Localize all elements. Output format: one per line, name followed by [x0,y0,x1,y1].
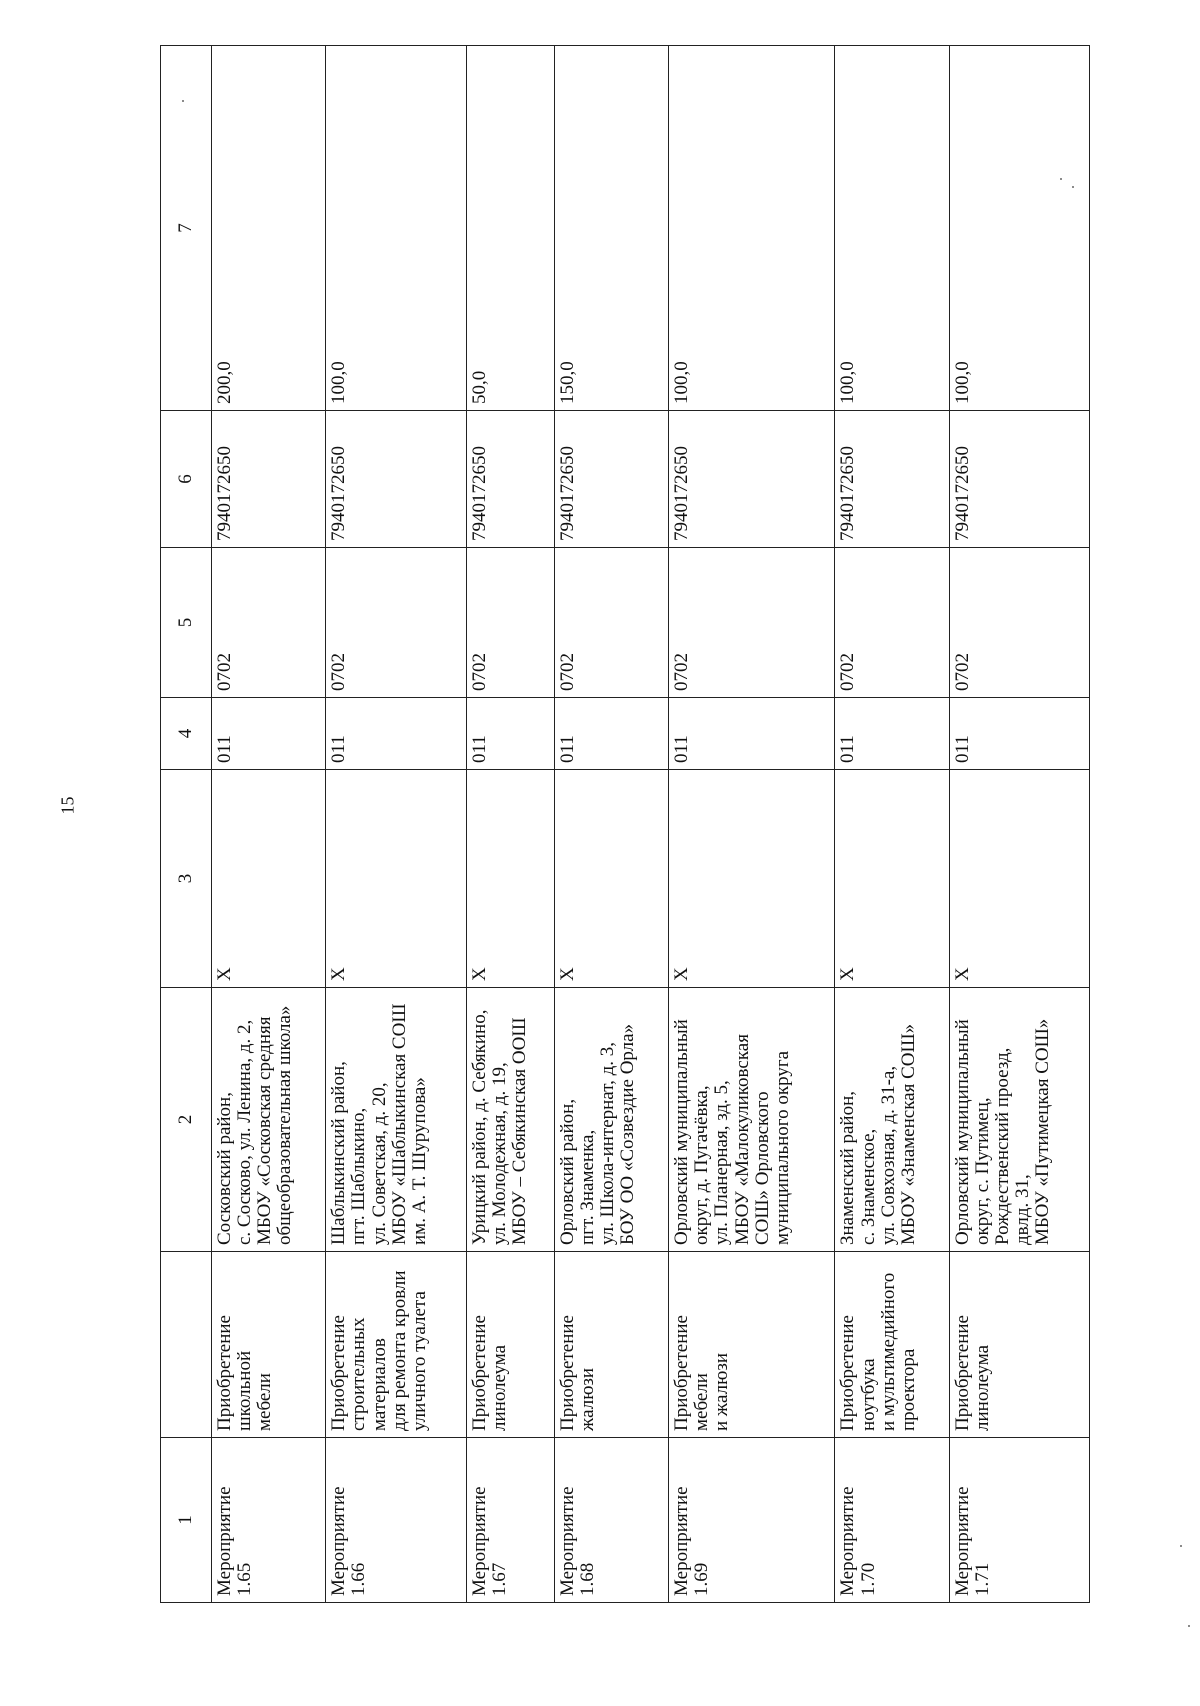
address-cell: Урицкий район, д. Себякино, ул. Молодежная, д. 19, МБОУ – Себякинская ООШ [466,988,554,1252]
target-article-cell: 7940172650 [326,411,466,548]
event-number-cell: Мероприятие 1.65 [212,1438,326,1603]
code-cell: 011 [212,698,326,770]
amount-cell: 150,0 [554,46,668,411]
target-article-cell: 7940172650 [212,411,326,548]
section-cell: 0702 [949,548,1089,698]
scan-speck [182,100,184,102]
header-cell: 2 [161,988,212,1252]
event-name-cell: Приобретение мебели и жалюзи [669,1252,835,1438]
table-row [326,46,466,1603]
table-header-row [161,46,212,1603]
section-cell: 0702 [466,548,554,698]
address-cell: Орловский муниципальный округ, д. Пугачёвка, ул. Планерная, зд. 5, МБОУ «Малокуликовская СОШ» Орловского муниципального округа [669,988,835,1252]
target-article-cell: 7940172650 [949,411,1089,548]
code-cell: 011 [949,698,1089,770]
event-name-cell: Приобретение строительных материалов для ремонта кровли уличного туалета [326,1252,466,1438]
code-cell: 011 [466,698,554,770]
event-number-cell: Мероприятие 1.69 [669,1438,835,1603]
header-cell: 3 [161,770,212,988]
event-name-cell: Приобретение школьной мебели [212,1252,326,1438]
code-cell: 011 [554,698,668,770]
scan-speck [1188,1625,1190,1627]
header-cell: 4 [161,698,212,770]
event-number-cell: Мероприятие 1.70 [835,1438,949,1603]
address-cell: Знаменский район, с. Знаменское, ул. Совхозная, д. 31-а, МБОУ «Знаменская СОШ» [835,988,949,1252]
amount-cell: 50,0 [466,46,554,411]
mark-cell: Х [669,770,835,988]
section-cell: 0702 [212,548,326,698]
section-cell: 0702 [326,548,466,698]
code-cell: 011 [669,698,835,770]
section-cell: 0702 [835,548,949,698]
target-article-cell: 7940172650 [466,411,554,548]
table-row [949,46,1089,1603]
mark-cell: Х [949,770,1089,988]
amount-cell: 200,0 [212,46,326,411]
mark-cell: Х [466,770,554,988]
header-cell [161,1252,212,1438]
event-number-cell: Мероприятие 1.71 [949,1438,1089,1603]
event-name-cell: Приобретение ноутбука и мультимедийного проектора [835,1252,949,1438]
amount-cell: 100,0 [835,46,949,411]
event-name-cell: Приобретение линолеума [466,1252,554,1438]
section-cell: 0702 [669,548,835,698]
table-row [466,46,554,1603]
table-row [835,46,949,1603]
amount-cell: 100,0 [669,46,835,411]
header-cell: 7 [161,46,212,411]
header-cell: 6 [161,411,212,548]
mark-cell: Х [835,770,949,988]
event-name-cell: Приобретение жалюзи [554,1252,668,1438]
code-cell: 011 [326,698,466,770]
event-number-cell: Мероприятие 1.67 [466,1438,554,1603]
code-cell: 011 [835,698,949,770]
mark-cell: Х [554,770,668,988]
address-cell: Шаблыкинский район, пгт. Шаблыкино, ул. Советская, д. 20, МБОУ «Шаблыкинская СОШ им. А. Т. Шурупова» [326,988,466,1252]
budget-events-table [160,45,1090,1603]
rotated-table-container [160,46,1090,1603]
table-row [669,46,835,1603]
address-cell: Сосковский район, с. Сосково, ул. Ленина, д. 2, МБОУ «Сосковская средняя общеобразовательная школа» [212,988,326,1252]
amount-cell: 100,0 [326,46,466,411]
event-number-cell: Мероприятие 1.66 [326,1438,466,1603]
scan-speck [1060,178,1062,180]
target-article-cell: 7940172650 [554,411,668,548]
table-row [212,46,326,1603]
mark-cell: Х [326,770,466,988]
address-cell: Орловский район, пгт. Знаменка, ул. Школа-интернат, д. 3, БОУ ОО «Созвездие Орла» [554,988,668,1252]
amount-cell: 100,0 [949,46,1089,411]
mark-cell: Х [212,770,326,988]
scan-speck [1072,186,1074,188]
target-article-cell: 7940172650 [835,411,949,548]
header-cell: 5 [161,548,212,698]
scan-speck [1180,1545,1182,1547]
table-row [554,46,668,1603]
section-cell: 0702 [554,548,668,698]
event-name-cell: Приобретение линолеума [949,1252,1089,1438]
page-number: 15 [57,796,78,815]
target-article-cell: 7940172650 [669,411,835,548]
event-number-cell: Мероприятие 1.68 [554,1438,668,1603]
address-cell: Орловский муниципальный округ, с. Путимец, Рождественский проезд, двлд. 31, МБОУ «Путимецкая СОШ» [949,988,1089,1252]
header-cell: 1 [161,1438,212,1603]
